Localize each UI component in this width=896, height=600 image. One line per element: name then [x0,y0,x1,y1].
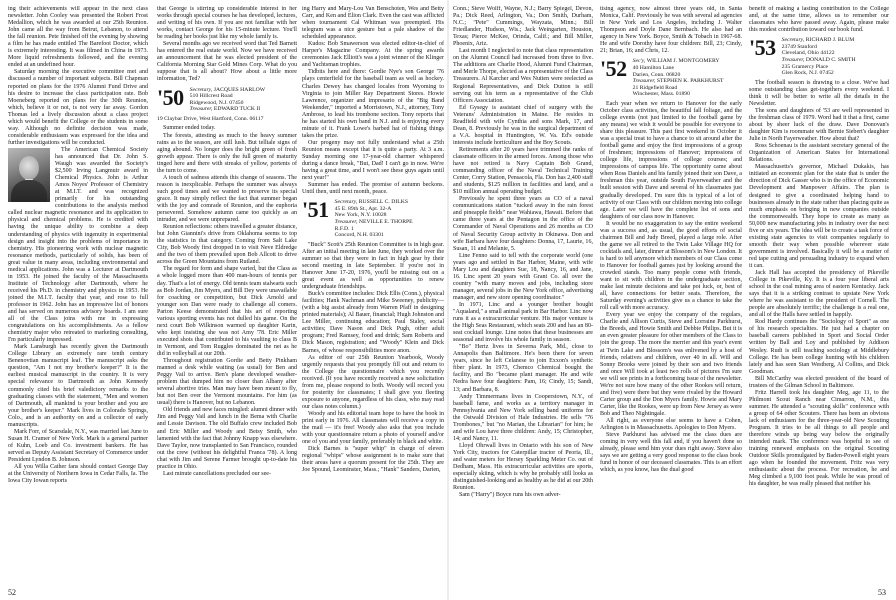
paragraph: Ed Gysegy is assistant chief of surgery with the Veterans' Administration in Maine. He resides in Readfield with wife Cynthia and sons Mark, 17, and Dean, 8. Previously he was in the surgical department of a V.A. hospital in Huntington, W. Va. Ed's outside interests include horticulture and the Boy Scouts. [453,104,593,146]
paragraph: The football season is drawing to a close. We've had some outstanding class get-togethers every weekend. I think it will be better to write all the details in the Newsletter. [749,79,889,107]
class-year: '52 [600,56,627,82]
paragraph: Dick Barnes is "super whip" in charge of eleven regional "whips" whose assignment is to make sure that their areas have a quorum present for the 25th. They are Joe Spound, Leominster, Mass.; "Hank" Sanders, Darien, [302,446,444,474]
paragraph: benefit of making a lasting contribution to the College and, at the same time, allows us to remember our classmates who have passed away. Again, please make this modest contribution toward our book fund. [749,6,889,34]
paragraph: The American Chemical Society has announced that Dr. John S. Waugh was awarded the Society's $2,500 Irving Langmuir award in Chemical Physics. John is Arthur Amos Noyes' Professor of Chemistry at M.I.T. and was recognized primarily for his outstanding contributions to the analysis method called nuclear magnetic resonance and its application to physical and chemical problems. He is credited with having the unique ability to combine a deep understanding of physics with ingenuity in experimental design and insight into the problems of importance in chemistry. His pioneering work with nuclear magnetic resonance methods, particularly of solids, has been of great value in many areas, including environmental and medical applications. John was a Lecturer at Dartmouth in 1953. He joined the faculty of the Massachusetts Institute of Technology after Dartmouth, where he received his Ph.D. in chemistry and physics in 1953. He joined the M.I.T. faculty that year, and rose to full professor in 1962. John has an impressive list of honors and has served on numerous advisory boards. I am sure all of the Class joins with me in expressing congratulations on his accomplishments. As a fellow chemistry major who retreated to marketing consulting, I'm particularly impressed. [8,146,148,344]
paragraph: "Bo" Hertz lives in Severna Park, Md., close to Annapolis than Baltimore. He's been there for seven years, since he left Celanese to join Exxon's synthetic fiber plant. In 1973, Chemco Chemical bought the facility, and Bo "became plant manager. He and wife Nedra have four daughters: Pam, 16; Cindy, 15; Sandi, 13; and Barbara, 8. [453,344,593,393]
paragraph: Bill McCarthy was elected president of the board of trustees of the Gilman School in Baltimore. [749,375,889,389]
paragraph: It would be no exaggeration to say the entire weekend was a success and, as usual, the good efforts of social chairmen Bill and Judy Breed, played a large role. After the game we all retired to the Twin Lake Village HQ for cocktails and, later, dinner at Blossom's in New London. It is hard to tell anymore which members of our Class come to Hanover for football games just by looking around the crowded stands. Too many people come with friends, want to sit with children in the undergraduate section, make last minute decisions and take pot luck, or, best of all, have connections for better seats. Therefore, the Saturday evening's activities give us a chance to take the roll call with more accuracy. [600,220,742,312]
paragraph: Ross Schoenau is the assistant secretary general of the Organization of American States for International Relations. [749,143,889,164]
paragraph: Rod Hardy continues the "Sociology of Sport" as one of his research specialties. He just had a chapter on baseball careers published in Sport and Social Order written by Ball and Loy and published by Addison Wesley. Rudi is still teaching sociology at Middlebury College. He has been college hunting with his children lately and has seen Stan Westberg, Al Collins, and Dick Goodman. [749,319,889,375]
paragraph: Saturday morning the executive committee met and discussed a number of important subjects. Bill Chapman reported on plans for the 1976 Alumni Fund Drive and his desire to increase the class participation rate. Bob Moeneberg reported on plans for the 30th Reunion, which, believe it or not, is not very far away. Gordon Thomas led a lively discussion about a class project which would benefit the College or the students in some way. Although no definite decision was made, considerable enthusiasm was expressed for the idea and further investigations will be conducted. [8,69,148,146]
paragraph: Buck's committee includes: Dick Ellis (Conn.), physical facilities; Hank Nachman and Mike Sweeney, publicity—(with a big assist already from Warren Pfaff in designing printed materials); Al Bauer, financial; Hugh Johnston and Lee Miller, continuing education; Paul Staley, social activities; Dave Nason and Dick Pugh, other adult program; Fred Ramsey, food and drink; Sam Roberts and Dick Mason, registration; and "Woody" Klein and Dick Barnes, of whose responsibilities more anon. [302,291,444,354]
paragraph: Last month I neglected to note that class representation on the Alumni Council had increased from three to five. The additions are Charlie Hood, Alumni Fund Chairman, and Merle Thorpe, elected as a representative of the Class Treasurers. Al Karcher and Wes Nutten were reelected as Regional Representatives, and Dick Dutton is still serving out his term as a representative of the Club Officers Association. [453,48,593,104]
paragraph: All right, as everyone else seems to have a Cohen, Arlington is in Massachusetts. Apologies to Don Myers. [600,418,742,432]
paragraph: Jack Hall has accepted the presidency of Pikeville College in Pikeville, Ky. It is a four year liberal arts school in the coal mining area of eastern Kentucky. Jack says that it is a striking contrast to upstate New York where he was assistant to the president of Cornell. The people are absolutely terrific; the challenge is a real one, and all of the Halls have settled in happily. [749,270,889,319]
class-year: '50 [157,84,184,110]
page-number-left: 52 [8,588,16,597]
paragraph: The forests, attesting as much to the heavy summer rains as to the season, are still lush. But telltale signs of aging abound. No longer does the bright green of fresh growth appear. There is only the full green of maturity tinged here and there with streaks of yellow, portents of the turn to come. [157,132,297,174]
paragraph: Retirements after 20 years have trimmed the ranks of classmate officers in the armed forces. Among those who have not retired is Navy Captain Bob Grand, commanding officer of the Naval Technical Training Center, Corry Station, Pensacola, Fla. Don has 2,400 staff and students, $125 million in facilities and land, and a $10 million annual operating budget. [453,146,593,196]
paragraph: Line Fenno said to tell with the corporate world (one years ago and settled in Bar Harbor, Maine, with wife Mary Lou and daughters Sue, 18, Nancy, 16, and Jane, 16. Linc spent 20 years with Grant Co. all over the country "with many moves and jobs, including store manager, several jobs in the New York office, advertising manager, and new store opening coordinator." [453,252,593,301]
class-53-header [749,37,889,77]
paragraph: Every year we enjoy the company of the regulars, Charlie and Allison Curtis, Steve and Lorraine Parkhurst, the Breeds, and Howie Smith and Debbie Philips. But it is an even greater pleasure for other members of the Class to join the group. The more the merrier and this year's event at Twin Lake and Blossom's was enlivened by a host of friends, relatives and children, over 40 in all. Will and Sonny Brooks were joined by their son and two friends and once Will took at least two rolls of pictures I'm sure we will see prints in a forthcoming issue of the newsletter. We're not sure how many of the other Rookes will return, and five) were there but they were rivaled by the Howard Carter group and the Don Myers family. Howie and Mary Carter, like the Rookes, were up from New Jersey as were Bob and Theo Nightingale. [600,312,742,417]
photo-john-waugh [8,148,50,202]
paragraph: Mark Forr, of Scarsdale, N.Y., was married last June to Susan H. Cramer of New York. Mark is a general partner of Kuhn, Loeb and Co. investment bankers. He has served as Deputy Assistant Secretary of Commerce under President Lyndon B. Johnson. [8,428,148,463]
page-number-right: 53 [878,588,886,597]
paragraph: Steve Parkhurst has advised me the class dues are coming in very well this fall and, if you haven't done so already, please send him your dues right away. Steve also says we are getting a very good response to the class book fund in honor of our deceased classmates. This is an effort which, as you know, has the dual good [600,432,742,474]
class-treasurer-address: 19 Claybar Drive, West Hartford, Conn. 06117 [157,115,264,122]
paragraph: Each year when we return to Hanover for the early October class activities, the beautiful fall foliage, and the college events (not just limited to the football game by any means) we wish it would be possible for everyone to share this pleasure. This past first weekend in October it was a special treat to have a chance to sit around after the football game and enjoy the first impressions of a group of freshmen; impressions of Hanover; impressions of college life, impressions of college courses; and impressions of campus life. The opportunity came about when Ross Daniels and his family joined their son Dave, a freshman this year, outside South Fayerweather and the built session with Dave and several of his classmates just gradually developed. I'm sure this is typical of a lot of activity of our Class with our children moving into college age. Later we will have the complete list of sons and daughters of our class now in Hanover. [600,100,742,220]
column-4 [453,6,593,588]
paragraph: Massachusetts's governor, Michael Dukakis, has initiated an economic plan for the state that is under the direction of Dick Gasser who is in the office of Economic Development and Manpower Affairs. The plan is designed to give a coordinated helping hand to businesses already in the state rather than placing quite as much emphasis on bringing in new companies outside the commonwealth. They hope to create as many as 50,000 new manufacturing jobs in industry over the next five or six years. The idea will be to create a task force of existing state agencies to visit companies regularly to smooth their way when possible wherever state government is involved. Basically it will be a matter of red tape cutting and persuading industry to expand when it can. [749,164,889,269]
paragraph: Several months ago we received word that Ted Barnett has entered the real estate world. Now we have received an announcement that he was elected president of the California Morning Star Gold Mines Corp. What do you suppose that is all about? How about a little more information, Ted? [157,41,297,83]
paragraph: Conn.; Steve Wolff, Wayne, N.J.; Barry Spiegel, Devon, Pa.; Dick Reed, Arlington, Va.; Don Smith, Durham, N.C.; "Pete" Cummings, Wayzata, Minn.; Bill Friedlander, Hudson, Wis.; Jack Weingarten, Houston, Texas; Pierce McKee, Orinda, Calif.; and Bill Miller, Phoenix, Ariz. [453,6,593,48]
class-officers: Secretary, JACQUES HARLOW 510 Hillcrest Road Ridgewood, N.J. 07450 Treasurer, EDWARD TUCK II [189,86,266,113]
paragraph: The sons and daughters of '53 are well represented in the freshman class of 1979. Word had it that a first, came about by sheer luck of the draw. Dave Donovan's daughter Kim is roommate with Bernie Siebert's daughter Julie in North Fayerweather. How about that? [749,107,889,143]
paragraph: Sam ("Harry") Boyce runs his own adver- [459,492,561,499]
paragraph: Reunion reflections: others travelled a greater distance, but John Giannini's drive from Oklahoma seems to top the statistics in that category. Coming from Salt Lake City, Bob Woody first dropped in to visit Neve Eldredge and the two of them prevailed upon Bob Allcott to drive across the Green Mountains from Rutland. [157,224,297,266]
paragraph: Fritz Harrell took his daughter Meg, age 11, to the Philmont Scout Ranch near Cimarron, N.M., this summer. He attended a "scouting skills" conference with a group of 64 other Scouters. There has been an obvious lack of enthusiasm for the three-year-old New Scouting Program. It tries to be all things to all people and therefore winds up being way below the originally intended mark. The conference was hopeful to see of training renewed emphasis on the original Scouting Outdoor Skills promulgated by Baden-Powell eight years ago when he founded the movement. Fritz was very enthusiastic about the process. For recreation, he and Meg climbed a 9,100 foot peak. While he was proud of his daughter, he was really pleased that neither his [749,389,889,488]
paragraph: Woody and his editorial team hope to have the book in print early in 1976. All classmates will receive a copy in the mail — it's free! Woody also asks that you include with your questionnaire return a photo of yourself and/or one of you and your family, preferably in black and white. [302,410,444,446]
paragraph: ing Harry and Mary-Lou Van Benschoten, Wes and Betty Carr, and Ken and Elion Clark. Even the cast was afflicted when tournament Cal Whitman was preempted. His telegram was a nice gesture but a pale shadow of the scheduled appearance. [302,6,444,41]
paragraph: Andy Timmermans lives in Cooperstown, N.Y., of baseball fame, and works as a territory manager in Pennsylvania and New York selling band uniforms for the Ostwald Division of Hale Industries. He sells "76 Trombones," but "no Marian, the Librarian" for him; he and wife Lou have three children: Andy, 15; Christopher, 14; and Nancy, 11. [453,393,593,442]
class-year: '51 [302,197,329,223]
paragraph: Mark Lansburgh has recently given the Dartmouth College Library an extremely rare tenth century Benenovtian manuscript leaf. The manuscript asks the question, "Am I not my brother's keeper?" It is the earliest musical manuscript in the country. It is very special relevance to Dartmouth as John Kennedy commonly cited his brief valedictory remarks to the graduating classes with the statement, "Men and women of Dartmouth, all mankind is your brother and you are your brother's keeper." Mark lives in Colorado Springs, Colo., and is an authority on and a collector of early manuscripts. [8,344,148,428]
paragraph: Throughout registration Gordie and Betty Pinkham manned a desk while waiting (as usual) for Ben and Peggy Vail to arrive. Ben's plane developed weather-problem that dumped him no closer than Albany after several abortive tries. Man may have been meant to fly, but not Ben over the Vermont mountains. For him (as usual) there is Hanover, but no Lebanon. [157,358,297,407]
paragraph: that George is stirring up considerable interest in her works through special courses he has developed, lectures, and writing of his own. If you are not familiar with her works, contact George for his 15-minute lecture. You'll be reading her books just like my whole family is. [157,6,297,41]
class-50-header [157,84,297,113]
paragraph: tising agency, now almost three years old, in Santa Monica, Calif. Previously he was with several ad agencies in New York and Los Angeles, including J. Walter Thompson and Doyle Dane Bernbach. He also had an agency in New York. Boyce, Smith & Tobach in 1967-68. He and wife Dorothy have four children: Bill, 23; Cindy, 21; Brian, 16; and Chris, 12. [600,6,742,55]
paragraph: Old friends and new faces mingled: alumni dinner with Jim and Peggy Vail and lunch in the Bema with Charlie and Lessie Davison. The old Buffalo crew included Bob and Eric Miller and Woody and Betsy Smith, who lamented with the fact that Johnny Knapp was elsewhere. Dave Taylor, now transplanted to San Francisco, rounded out the crew (without his delightful Franca '78). A long chat with Jim and Serene Farmer brought up-to-date his practice in Ohio. [157,407,297,470]
paragraph: All you Willa Cather fans should contact George Day at the University of Northern Iowa in Cedar Falls, Ia. The Iowa City Iowan reports [8,464,148,485]
class-year: '53 [749,35,776,61]
class-51-header [302,199,444,239]
paragraph: Previously he spent three years as CO of a naval communications station "tucked away in the rain forest and pineapple fields" near Wahiawa, Hawaii. Before that came three years at the Pentagon in the office of the Commander of Naval Operations and 26 months as CO of Naval Security Group activity in Okinawa. Don and wife Barbara have four daughters: Donna, 17, Laurie, 16, Susan, 11 and Melanie, 5. [453,196,593,252]
paragraph: Kudos: Bob Smawerson was elected editor-in-chief of Harper's Magazine Company. At the spring awards ceremonies Jack Elliott's was a joint winner of the Klinger and Yachtsman trophies. [302,41,444,69]
class-52-header [600,58,742,98]
paragraph: "Buck" Scott's 25th Reunion Committee is in high gear. After an initial meeting in late June, they worked over the summer so that they were in fact in high gear by their second meeting in late September. If you're not in Hanover June 17-20, 1976, you'll be missing out on a great event as well as opportunities to renew undergraduate friendships. [302,241,444,291]
paragraph: Last minute cancellations precluded our see- [163,470,271,477]
class-officers: Secretary, RUSSELL C. DILKS 45 E. 89th St., Apt. 32-A New York, N.Y. 10028 Treasurer, NEVILLE E. THORPE R.F.D. 1 Concord, N.H. 03301 [334,199,413,239]
column-2 [157,6,297,588]
column-3 [302,6,444,588]
class-officers: Sec'y, WILLIAM J. MONTGOMERY 40 Hamilton Lane Darien, Conn. 06820 Treasurer, STEPHEN K. PARKHURST 21 Ridgefield Road Winchester, Mass. 01890 [632,58,724,98]
paragraph: The regard for form and shape varied, but the Class as a whole logged more than 400 man-hours of tennis per day. That's a lot of energy. Old tennis team stalwarts such as Bob Jordan, Jim Myers, and Bill Dey were unavailable for coaching or competition, but Dick Arnold and younger son Dan were ready to challenge all comers. Parton Keese demonstrated that his art of reporting various sporting events has not dulled his game. On the next court Bob Wilkinson warmed up daughter Karin, who kept insisting she was not Amy '78. Eric Miller executed shots that contributed to his vaulting to class B in Vermont, and Tom Ruggles dominated the net as he did in volleyball at our 20th. [157,266,297,357]
paragraph: Summer has ended. The promise of autumn beckons. Until then, until next month, peace. [302,182,444,196]
paragraph: In 1971, Linc and a younger brother bought "Aqualand," a small animal park in Bar Harbor. Linc now runs it as a extracurricular venture. His major venture is the High Seas Restaurant, which seats 200 and has an 80-seat cocktail lounge. Line notes that these businesses are seasonal and involve his whole family in season. [453,301,593,344]
paragraph: As editor of our 25th Reunion Yearbook, Woody urgently requests that you promptly fill out and return to the College the questionnaire which you recently received. (If you have recently received a new solicitation from me, please respond to both. Woody will record you for posterity for classmates; I shall give you fleeting exposure to anyone, regardless of his class, who may read our class notes column.) [302,354,444,410]
paragraph: Tidbits here and there: Gordie Nye's son George '76 plays centerfield for the baseball team as well as hockey. Charles Dewey has changed locales from Wyoming to Virginia to join Miller Ray Department Stores. Howie Lawrence, organizer and impresario of the "Big Band Weekender," imported a Morristown, N.J., attorney, Tony Ambrose, to lead his trombone section. Tony reports that he has started his own band in N.J. and is enjoying every minute of it. Frank Lowe's barbed hat of fishing things takes the prize. [302,69,444,139]
page-gutter [447,0,449,600]
paragraph: Our progeny may not fully understand what a 25th Reunion means except that it is quite a party. At 3 a.m. Sunday morning one 17-year-old charmer whispered during a dance break, "But, Dad! I can't go in now. We're having a great time, and I won't see these guys again until next year!" [302,139,444,182]
column-1 [8,6,148,588]
paragraph: A touch of sadness attends this change of seasons. The reason is inexplicable. Perhaps the summer was always such good times and we wanted to preserve its special grace. It may simply reflect the fact that summer began with the joy and comrade of Reunion, and the euphoria persevered. Somehow autumn came too quickly as an intruder, and we were unprepared. [157,174,297,224]
class-officers: Secretary, RICHARD J. BLUM 23749 Stanford Cleveland, Ohio 44122 Treasurer, DONALD C. SMITH 235 Gramercy Place Glen Rock, N.J. 07452 [781,37,856,77]
column-6 [749,6,889,588]
paragraph: ing their achievements will appear in the next class newsletter. John Cooley was presented the Robert Frost Medallion, which he was awarded at our 25th Reunion. John came all the way from Beirut, Lebanon, to attend the fall reunion. Pete finished off the evening by showing a film he has made entitled The Barefoot Doctor, which is extremely interesting. It was filmed in China in 1973. More liquid refreshments followed, and the evening ended at an undefined hour. [8,6,148,69]
paragraph: Summer ended today. [163,125,216,132]
paragraph: Lloyd Ohrwall lives in Ontario with his son of New York City, tractors for Caterpillar tractor of Peoria, Ill., and water meters for Hersey Sparkling Meter Co. out of Dedham, Mass. His extracurricular activities are sports, especially skiing, which is why he probably still looks as distinguished-looking and as healthy as he did at our 20th Reunion. [453,442,593,492]
column-5 [600,6,742,588]
